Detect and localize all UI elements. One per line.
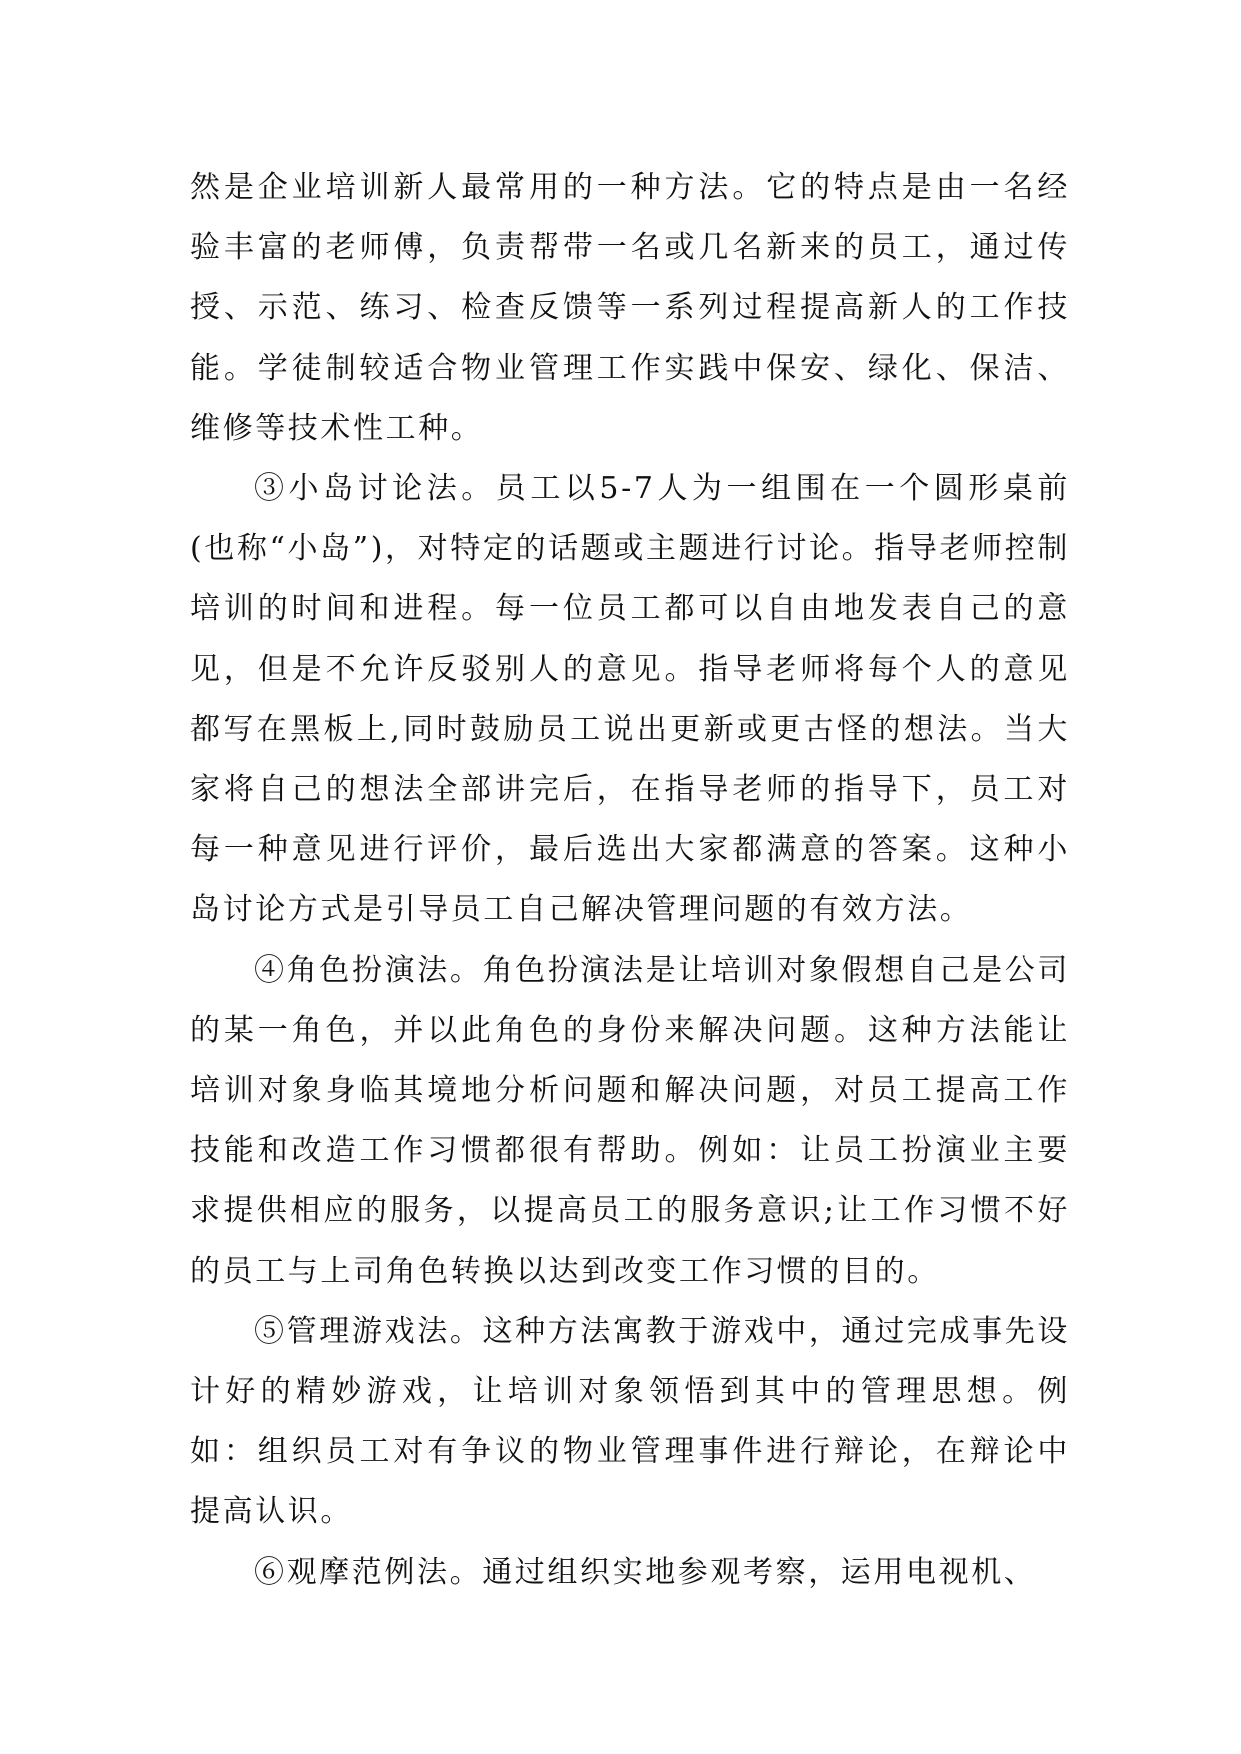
paragraph-management-game: ⑤管理游戏法。这种方法寓教于游戏中，通过完成事先设计好的精妙游戏，让培训对象领悟到其中的管理思想。例如：组织员工对有争议的物业管理事件进行辩论，在辩论中提高认识。 <box>190 1313 1070 1530</box>
document-body <box>190 158 1070 1603</box>
paragraph-island-discussion: ③小岛讨论法。员工以5-7人为一组围在一个圆形桌前(也称“小岛”)，对特定的话题或主题进行讨论。指导老师控制培训的时间和进程。每一位员工都可以自由地发表自己的意见，但是不允许反驳别人的意见。指导老师将每个人的意见都写在黑板上,同时鼓励员工说出更新或更古怪的想法。当大家将自己的想法全部讲完后，在指导老师的指导下，员工对每一种意见进行评价，最后选出大家都满意的答案。这种小岛讨论方式是引导员工自己解决管理问题的有效方法。 <box>190 471 1070 928</box>
paragraph-role-play: ④角色扮演法。角色扮演法是让培训对象假想自己是公司的某一角色，并以此角色的身份来解决问题。这种方法能让培训对象身临其境地分析问题和解决问题，对员工提高工作技能和改造工作习惯都很有帮助。例如：让员工扮演业主要求提供相应的服务，以提高员工的服务意识;让工作习惯不好的员工与上司角色转换以达到改变工作习惯的目的。 <box>190 952 1070 1289</box>
paragraph-observation-example: ⑥观摩范例法。通过组织实地参观考察，运用电视机、 <box>254 1554 1037 1590</box>
paragraph-apprenticeship: 然是企业培训新人最常用的一种方法。它的特点是由一名经验丰富的老师傅，负责帮带一名或几名新来的员工，通过传授、示范、练习、检查反馈等一系列过程提高新人的工作技能。学徒制较适合物业管理工作实践中保安、绿化、保洁、维修等技术性工种。 <box>190 170 1070 446</box>
